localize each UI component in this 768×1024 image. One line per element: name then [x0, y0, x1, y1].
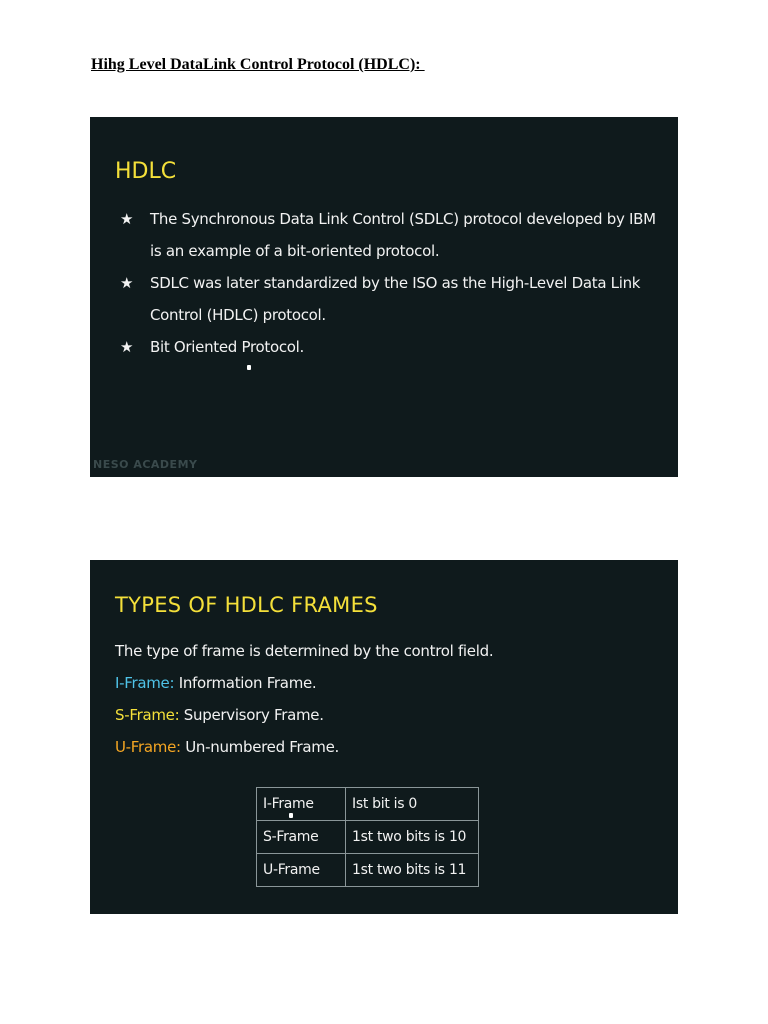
frame-type-line: [115, 738, 339, 756]
frame-type-key: S-Frame:: [115, 706, 180, 724]
star-icon: ★: [120, 210, 134, 228]
watermark: NESO ACADEMY: [93, 458, 198, 471]
slide-title: TYPES OF HDLC FRAMES: [115, 593, 378, 617]
bullet-text: Bit Oriented Protocol.: [150, 338, 304, 356]
pointer-icon: [289, 813, 293, 818]
frame-type-key: I-Frame:: [115, 674, 175, 692]
star-icon: ★: [120, 274, 134, 292]
pointer-icon: [247, 365, 251, 370]
frame-type-line: [115, 706, 324, 724]
frame-type-desc: Un-numbered Frame.: [180, 738, 339, 756]
slide-title: HDLC: [115, 159, 177, 184]
table-cell-frame: S-Frame: [257, 821, 346, 854]
table-cell-rule: Ist bit is 0: [346, 788, 479, 821]
frame-type-key: U-Frame:: [115, 738, 181, 756]
bullet-item: [120, 203, 660, 267]
frame-types-slide: [90, 560, 678, 914]
intro-text: The type of frame is determined by the control field.: [115, 642, 494, 660]
bullet-list: [120, 203, 660, 363]
table-row: [257, 854, 479, 887]
table-row: [257, 821, 479, 854]
table-cell-frame: U-Frame: [257, 854, 346, 887]
bullet-item: [120, 267, 660, 331]
frame-bits-table: [256, 787, 479, 887]
frame-type-line: [115, 674, 316, 692]
table-cell-rule: 1st two bits is 11: [346, 854, 479, 887]
frame-type-desc: Supervisory Frame.: [179, 706, 324, 724]
bullet-text: SDLC was later standardized by the ISO as the High-Level Data Link Control (HDLC) protocol.: [150, 274, 641, 324]
hdlc-slide: [90, 117, 678, 477]
document-heading: Hihg Level DataLink Control Protocol (HDLC):: [91, 56, 425, 73]
bullet-item: [120, 331, 660, 363]
star-icon: ★: [120, 338, 134, 356]
frame-type-desc: Information Frame.: [174, 674, 317, 692]
table-cell-rule: 1st two bits is 10: [346, 821, 479, 854]
table-cell-frame: I-Frame: [257, 788, 346, 821]
bullet-text: The Synchronous Data Link Control (SDLC) protocol developed by IBM is an example of a bit-oriented protocol.: [150, 210, 656, 260]
